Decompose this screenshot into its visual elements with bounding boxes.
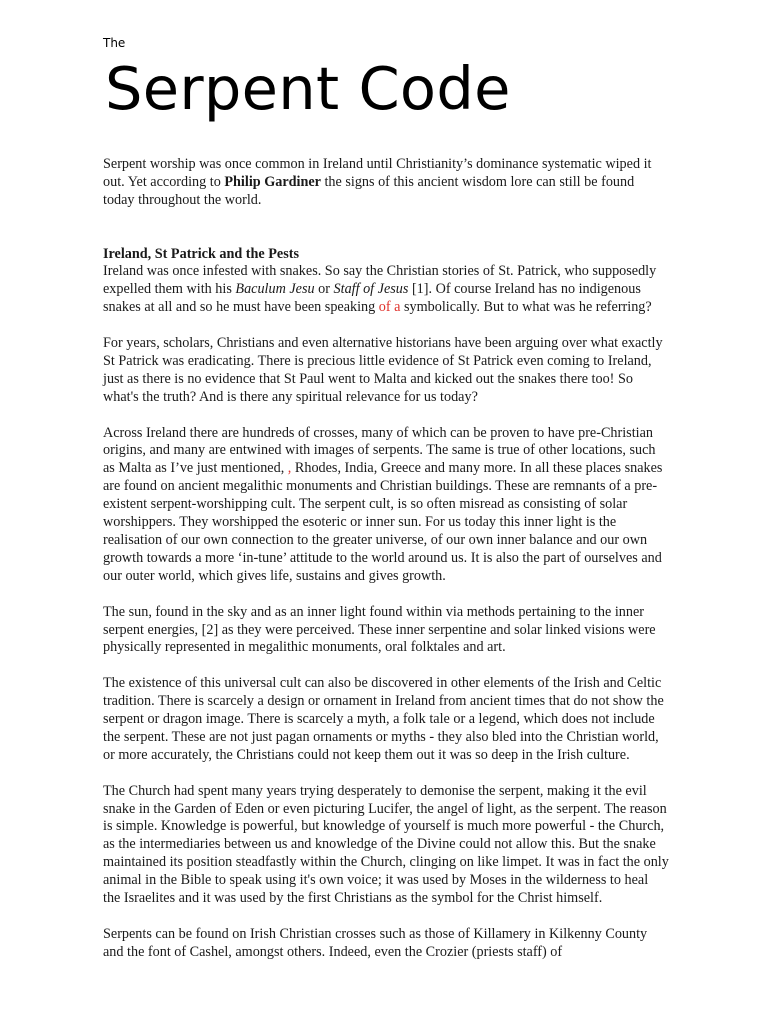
- paragraph-6: The Church had spent many years trying desperately to demonise the serpent, making it the evil snake in the Garden of Eden or even picturing Lucifer, the angel of light, as the serpent. The reason is simple. Knowledge is powerful, but knowledge of yourself is much more powerful - the Church, as the intermediaries between us and knowledge of the Divine could not allow this. But the snake maintained its position steadfastly within the Church, clinging on like limpet. It was in fact the only animal in the Bible to speak using it's own voice; it was used by Moses in the wilderness to heal the Israelites and it was used by the first Christians as the symbol for the Christ himself.: [103, 782, 669, 907]
- page-title: Serpent Code: [105, 54, 511, 123]
- paragraph-2: For years, scholars, Christians and even alternative historians have been arguing over what exactly St Patrick was eradicating. There is precious little evidence of St Patrick even coming to Ireland, just as there is no evidence that St Paul went to Malta and kicked out the snakes there too! So what's the truth? And is there any spiritual relevance for us today?: [103, 335, 663, 405]
- author-name: Philip Gardiner: [224, 173, 321, 190]
- p1-text-a: Ireland was once infested with snakes. So say the Christian stories of St. Patrick, who supposedly expelled them with his: [103, 263, 657, 298]
- p3-text-a: Across Ireland there are hundreds of crosses, many of which can be proven to have pre-Christian origins, and many are entwined with images of serpents. The same is true of other locations, such as Malta as I’ve just mentioned,: [103, 424, 656, 477]
- p1-italic-baculum: Baculum Jesu: [235, 281, 315, 298]
- paragraph-4: The sun, found in the sky and as an inner light found within via methods pertaining to the inner serpent energies, [2] as they were perceived. These inner serpentine and solar linked visions were physically represented in megalithic monuments, oral folktales and art.: [103, 603, 656, 656]
- paragraph-5: The existence of this universal cult can also be discovered in other elements of the Irish and Celtic tradition. There is scarcely a design or ornament in Ireland from ancient times that do not show the serpent or dragon image. There is scarcely a myth, a folk tale or a legend, which does not include the serpent. These are not just pagan ornaments or myths - they also bled into the Christian world, or more accurately, the Christians could not keep them out it was so deep in the Irish culture.: [103, 675, 664, 763]
- section-paragraph: [103, 246, 669, 318]
- section-heading: Ireland, St Patrick and the Pests: [103, 245, 299, 262]
- p3-red-comma: ,: [287, 460, 292, 477]
- p1-text-c: [1]. Of course Ireland has no indigenous snakes at all and so he must have been speaking: [103, 281, 641, 316]
- article-body: [103, 156, 669, 980]
- p1-text-d: symbolically. But to what was he referring?: [400, 299, 652, 316]
- intro-paragraph: [103, 156, 669, 210]
- p1-red-text: of a: [378, 299, 401, 316]
- p1-text-b: or: [314, 281, 334, 298]
- p3-text-b: Rhodes, India, Greece and many more. In all these places snakes are found on ancient megalithic monuments and Christian buildings. These are remnants of a pre-existent serpent-worshipping cult. The serpent cult, is so often misread as consisting of solar worshippers. They worshipped the esoteric or inner sun. For us today this inner light is the realisation of our own connection to the greater universe, of our own inner balance and our own growth towards a more ‘in-tune’ attitude to the world around us. It is also the part of ourselves and our outer world, which gives life, sustains and gives growth.: [103, 460, 663, 584]
- paragraph-3: [103, 425, 669, 586]
- p1-italic-staff: Staff of Jesus: [333, 281, 409, 298]
- intro-text-1: Serpent worship was once common in Ireland until Christianity’s dominance systematic wiped it out. Yet according to: [103, 156, 652, 190]
- paragraph-7: Serpents can be found on Irish Christian crosses such as those of Killamery in Kilkenny County and the font of Cashel, amongst others. Indeed, even the Crozier (priests staff) of: [103, 925, 648, 960]
- intro-text-2: the signs of this ancient wisdom lore can still be found today throughout the world.: [103, 173, 635, 208]
- title-kicker: The: [103, 36, 126, 50]
